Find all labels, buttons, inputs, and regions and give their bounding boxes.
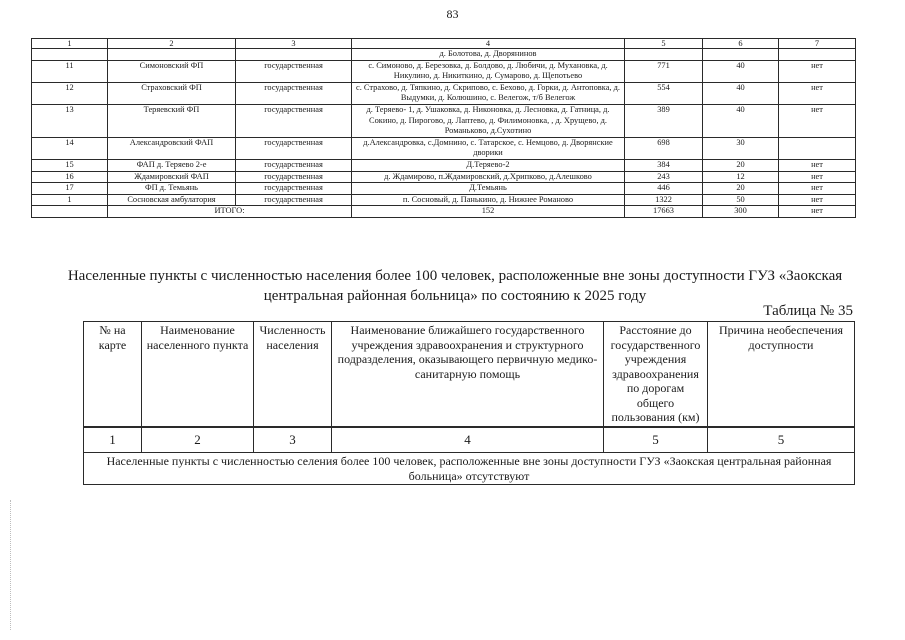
table-row [32, 171, 856, 183]
distance: 40 [703, 104, 779, 137]
header-settlement-name: Наименование населенного пункта [142, 322, 254, 428]
table-caption: Таблица № 35 [763, 303, 853, 319]
distance [703, 49, 779, 61]
header-reason: Причина необеспечения доступности [708, 322, 855, 428]
table-row [32, 137, 856, 159]
ownership: государственная [236, 194, 352, 206]
distance: 30 [703, 137, 779, 159]
row-number: 16 [32, 171, 108, 183]
column-number-row [84, 427, 855, 453]
row-number: 15 [32, 159, 108, 171]
row-number: 11 [32, 60, 108, 82]
row-number: 12 [32, 82, 108, 104]
ownership: государственная [236, 60, 352, 82]
population: 446 [625, 183, 703, 195]
distance: 40 [703, 82, 779, 104]
facility-name: ФАП д. Теряево 2-е [108, 159, 236, 171]
table-row [32, 159, 856, 171]
population: 243 [625, 171, 703, 183]
column-number: 5 [625, 39, 703, 49]
table-row [32, 60, 856, 82]
population: 384 [625, 159, 703, 171]
column-number: 1 [84, 427, 142, 453]
column-number: 3 [254, 427, 332, 453]
distance: 20 [703, 183, 779, 195]
no-settlements-note: Населенные пункты с численностью селения более 100 человек, расположенные вне зоны доступности ГУЗ «Заокская центральная районная больница» отсутствуют [84, 453, 855, 485]
facility-name: Страховский ФП [108, 82, 236, 104]
column-number: 3 [236, 39, 352, 49]
total-population: 17663 [625, 206, 703, 218]
note [779, 137, 856, 159]
facility-name [108, 49, 236, 61]
total-note: нет [779, 206, 856, 218]
settlements: с. Страхово, д. Тяпкино, д. Скрипово, с. Бехово, д. Горки, д. Антоповка, д. Выдумки, д. Колюшино, с. Велегож, т/б Велегож [352, 82, 625, 104]
note [779, 49, 856, 61]
settlements: п. Сосновый, д. Панькино, д. Нижнее Романово [352, 194, 625, 206]
ownership [236, 49, 352, 61]
row-number: 17 [32, 183, 108, 195]
settlements: Д.Теряево-2 [352, 159, 625, 171]
table-row [32, 183, 856, 195]
column-number: 1 [32, 39, 108, 49]
distance: 20 [703, 159, 779, 171]
population: 389 [625, 104, 703, 137]
ownership: государственная [236, 171, 352, 183]
table-row [84, 453, 855, 485]
facility-name: Теряевский ФП [108, 104, 236, 137]
row-number: 1 [32, 194, 108, 206]
population [625, 49, 703, 61]
header-nearest-facility: Наименование ближайшего государственного учреждения здравоохранения и структурного подразделения, оказывающего первичную медико-санитарную помощь [332, 322, 604, 428]
column-number: 7 [779, 39, 856, 49]
column-number: 2 [142, 427, 254, 453]
outside-access-table [83, 321, 855, 485]
note: нет [779, 159, 856, 171]
facilities-table [31, 38, 856, 218]
total-distance: 300 [703, 206, 779, 218]
note: нет [779, 60, 856, 82]
settlements: Д.Темьянь [352, 183, 625, 195]
page-number: 83 [446, 7, 459, 21]
note: нет [779, 82, 856, 104]
ownership: государственная [236, 82, 352, 104]
settlements: д. Ждамирово, п.Ждамировский, д.Хрипково, д.Алешково [352, 171, 625, 183]
ownership: государственная [236, 159, 352, 171]
population: 771 [625, 60, 703, 82]
facility-name: ФП д. Темьянь [108, 183, 236, 195]
table-header-row [32, 39, 856, 49]
row-number: 14 [32, 137, 108, 159]
settlements: д. Теряево- 1, д. Ушаковка, д. Никоновка, д. Лесновка, д. Гатница, д. Сокино, д. Пирогово, д. Лаптево, д. Филимоновка, , д. Хрущево, д. Романьково, д.Сухотино [352, 104, 625, 137]
table-row [32, 49, 856, 61]
column-number: 5 [604, 427, 708, 453]
table-row [32, 104, 856, 137]
note: нет [779, 171, 856, 183]
total-label: ИТОГО: [108, 206, 352, 218]
margin-mark [10, 500, 12, 630]
column-number: 5 [708, 427, 855, 453]
ownership: государственная [236, 104, 352, 137]
population: 698 [625, 137, 703, 159]
facility-name: Александровский ФАП [108, 137, 236, 159]
total-settlements: 152 [352, 206, 625, 218]
row-number [32, 49, 108, 61]
section-title: Населенные пункты с численностью населения более 100 человек, расположенные вне зоны доступности ГУЗ «Заокская центральная районная больница» по состоянию к 2025 году [67, 268, 843, 304]
column-number: 6 [703, 39, 779, 49]
distance: 12 [703, 171, 779, 183]
total-blank [32, 206, 108, 218]
settlements: с. Симоново, д. Березовка, д. Болдово, д. Любичи, д. Мухановка, д. Никулино, д. Никиткино, д. Сумарово, д. Щепотьево [352, 60, 625, 82]
note: нет [779, 194, 856, 206]
header-map-number: № на карте [84, 322, 142, 428]
column-number: 4 [352, 39, 625, 49]
header-population: Численность населения [254, 322, 332, 428]
column-number: 4 [332, 427, 604, 453]
population: 1322 [625, 194, 703, 206]
column-number: 2 [108, 39, 236, 49]
header-distance: Расстояние до государственного учреждения здравоохранения по дорогам общего пользования (км) [604, 322, 708, 428]
distance: 50 [703, 194, 779, 206]
facility-name: Ждамировский ФАП [108, 171, 236, 183]
population: 554 [625, 82, 703, 104]
table-header-row [84, 322, 855, 428]
row-number: 13 [32, 104, 108, 137]
distance: 40 [703, 60, 779, 82]
ownership: государственная [236, 137, 352, 159]
settlements: д. Болотова, д. Дворянинов [352, 49, 625, 61]
ownership: государственная [236, 183, 352, 195]
facility-name: Сосновская амбулатория [108, 194, 236, 206]
total-row [32, 206, 856, 218]
table-row [32, 82, 856, 104]
note: нет [779, 104, 856, 137]
note: нет [779, 183, 856, 195]
facility-name: Симоновский ФП [108, 60, 236, 82]
table-row [32, 194, 856, 206]
settlements: д.Александровка, с.Домнино, с. Татарское, с. Немцово, д. Дворянские дворики [352, 137, 625, 159]
